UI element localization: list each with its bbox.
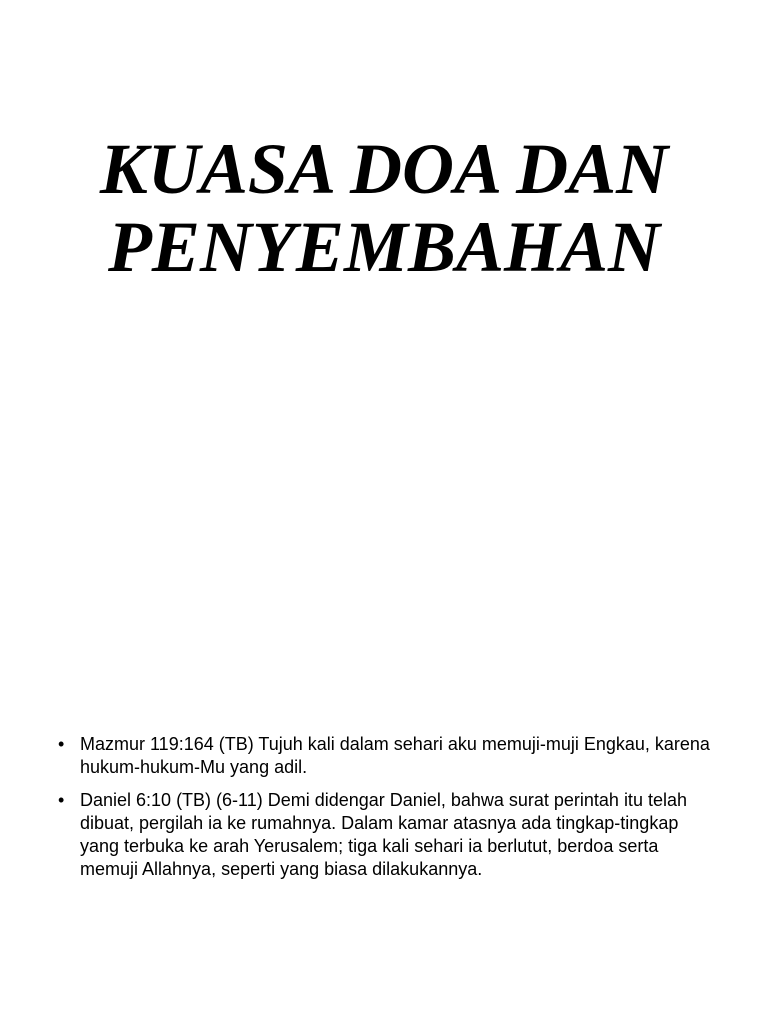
bullet-item-daniel [58,789,718,881]
bullet-marker: • [58,734,65,754]
bullet-list [58,733,718,891]
slide-title [0,130,768,286]
bullet-marker: • [58,790,65,810]
bullet-text: Daniel 6:10 (TB) (6-11) Demi didengar Daniel, bahwa surat perintah itu telah dibuat, pergilah ia ke rumahnya. Dalam kamar atasnya ada tingkap-tingkap yang terbuka ke arah Yerusalem; tiga kali sehari ia berlutut, berdoa serta memuji Allahnya, seperti yang biasa dilakukannya. [80,790,687,879]
slide-title-line-1: KUASA DOA DAN [99,129,669,209]
slide-title-line-2: PENYEMBAHAN [107,207,661,287]
bullet-text: Mazmur 119:164 (TB) Tujuh kali dalam sehari aku memuji-muji Engkau, karena hukum-hukum-Mu yang adil. [80,734,710,777]
bullet-item-mazmur [58,733,718,779]
